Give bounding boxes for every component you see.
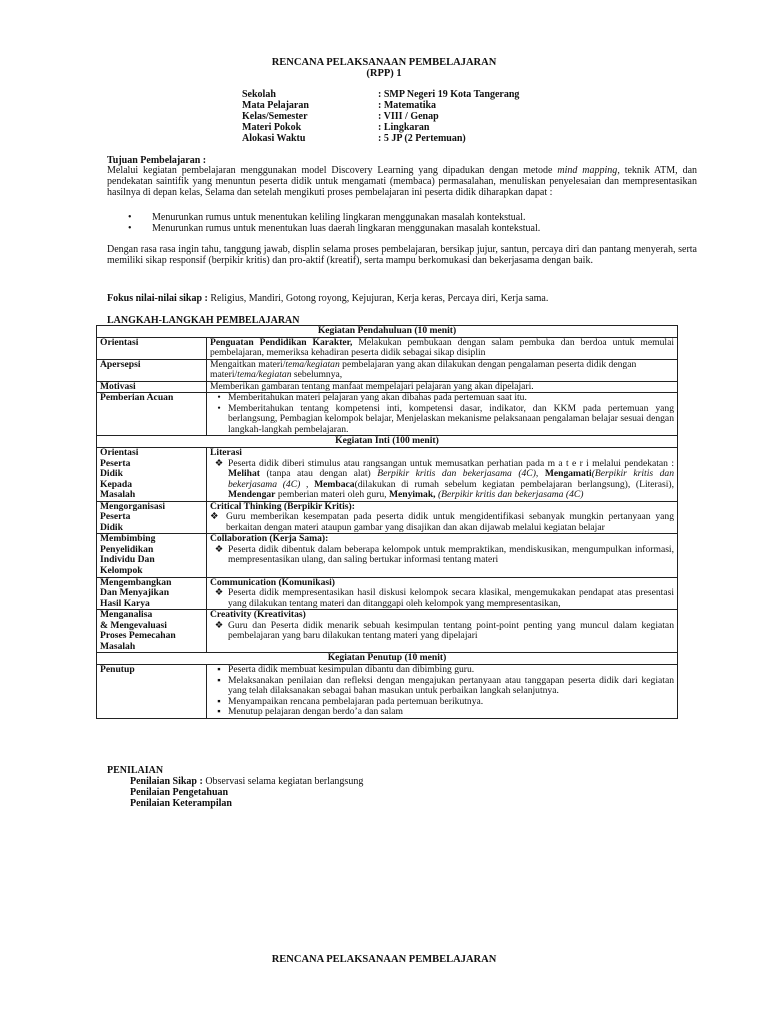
identity-row: Sekolah : SMP Negeri 19 Kota Tangerang [242, 89, 520, 100]
penilaian-heading: PENILAIAN [107, 765, 164, 776]
table-row: Motivasi Memberikan gambaran tentang manfaat mempelajari pelajaran yang akan dipelajari. [97, 381, 678, 393]
penilaian-block [107, 765, 363, 809]
document-title: RENCANA PELAKSANAAN PEMBELAJARAN [271, 57, 497, 68]
list-item: ▪ Menyampaikan rencana pembelajaran pada pertemuan berikutnya. [217, 695, 484, 707]
list-item: ▪ Menutup pelajaran dengan berdo’a dan salam [217, 706, 404, 718]
table-row: Penutup ▪ Peserta didik membuat kesimpulan dibantu dan dibimbing guru. ▪ Melaksanakan penilaian dan refleksi dengan mengajukan pertanyaan atau tanggapan peserta didik dari kegiatan yang telah dilaksanakan sebagai bahan masukan untuk perbaikan langkah selanjutnya. ▪ Menyampaikan rencana pembelajaran pada pertemuan berikutnya. ▪ Menutup pelajaran dengan berdo’a dan salam [97, 664, 678, 718]
tujuan-heading: Tujuan Pembelajaran : [107, 155, 207, 166]
identity-block [242, 89, 519, 144]
penilaian-keterampilan: Penilaian Keterampilan [130, 798, 232, 809]
tujuan-bullets [128, 212, 688, 234]
penilaian-sikap: Penilaian Sikap : Observasi selama kegiatan berlangsung [130, 776, 364, 787]
table-row: Membimbing Penyelidikan Individu Dan Kelompok Collaboration (Kerja Sama): ❖ Peserta didik dibentuk dalam beberapa kelompok untuk mempraktikan, mendiskusikan, mengumpulkan informasi, mempresentasikan ulang, dan saling bertukar informasi tentang materi [97, 534, 678, 577]
identity-row: Kelas/Semester : VIII / Genap [242, 111, 439, 122]
penilaian-pengetahuan: Penilaian Pengetahuan [130, 787, 229, 798]
table-row: Apersepsi Mengaitkan materi/tema/kegiatan pembelajaran yang akan dilakukan dengan pengalaman peserta didik dengan materi/tema/kegiatan sebelumnya, [97, 359, 678, 381]
document-subtitle: (RPP) 1 [366, 68, 402, 79]
section-header: Kegiatan Penutup (10 menit) [97, 653, 678, 665]
table-row: Mengorganisasi Peserta Didik Critical Thinking (Berpikir Kritis): ❖ Guru memberikan kesempatan pada peserta didik untuk mengidentifikasi sebanyak mungkin pertanyaan yang berkaitan dengan materi ataupun gambar yang disajikan dan akan dijawab melalui kegiatan belajar [97, 501, 678, 534]
langkah-table [96, 325, 678, 719]
list-item: • Menurunkan rumus untuk menentukan keliling lingkaran menggunakan masalah kontekstual. [128, 212, 526, 223]
list-item: • Menurunkan rumus untuk menentukan luas daerah lingkaran menggunakan masalah kontekstual. [128, 223, 541, 234]
list-item: • Memberitahukan materi pelajaran yang akan dibahas pada pertemuan saat itu. [217, 392, 527, 404]
tujuan-paragraph: Melalui kegiatan pembelajaran menggunakan model Discovery Learning yang dipadukan dengan metode mind mapping, teknik ATM, dan pendekatan saintifik yang menuntun peserta didik untuk mengamati (membaca) permasalahan, menuliskan penyelesaian dan mempresentasikan hasilnya di depan kelas, Selama dan setelah mengikuti proses pembelajaran ini peserta didik diharapkan dapat : [107, 165, 698, 199]
fokus-line: Fokus nilai-nilai sikap : Religius, Mandiri, Gotong royong, Kejujuran, Kerja keras, Percaya diri, Kerja sama. [107, 293, 549, 304]
table-row: Orientasi Peserta Didik Kepada Masalah Literasi ❖ Peserta didik diberi stimulus atau rangsangan untuk memusatkan perhatian pada m a t e r i melalui pendekatan : Melihat (tanpa atau dengan alat) Berpikir kritis dan bekerjasama (4C), Mengamati(Berpikir kritis dan bekerjasama (4C) , Membaca(dilakukan di rumah sebelum kegiatan pembelajaran berlangsung), (Literasi), Mendengar pemberian materi oleh guru, Menyimak, (Berpikir kritis dan bekerjasama (4C) [97, 448, 678, 502]
identity-row: Mata Pelajaran : Matematika [242, 100, 437, 111]
section-header: Kegiatan Inti (100 menit) [97, 436, 678, 448]
karakter-paragraph: Dengan rasa rasa ingin tahu, tanggung jawab, displin selama proses pembelajaran, bersikap jujur, santun, percaya diri dan pantang menyerah, serta memiliki sikap responsif (berpikir kritis) dan pro-aktif (kreatif), serta mampu berkomukasi dan bekerjasama dengan baik. [107, 244, 697, 267]
list-item: • Memberitahukan tentang kompetensi inti, kompetensi dasar, indikator, dan KKM pada pertemuan yang berlangsung, Pembagian kelompok belajar, Menjelaskan mekanisme pelaksanaan pengalaman belajar sesuai dengan langkah-langkah pembelajaran. [217, 402, 674, 435]
next-page-title: RENCANA PELAKSANAAN PEMBELAJARAN [271, 954, 497, 965]
table-row: Pemberian Acuan • Memberitahukan materi pelajaran yang akan dibahas pada pertemuan saat itu. • Memberitahukan tentang kompetensi inti, kompetensi dasar, indikator, dan KKM pada pertemuan yang berlangsung, Pembagian kelompok belajar, Menjelaskan mekanisme pelaksanaan pengalaman belajar sesuai dengan langkah-langkah pembelajaran. [97, 393, 678, 436]
langkah-heading: LANGKAH-LANGKAH PEMBELAJARAN [107, 315, 300, 326]
list-item: ▪ Melaksanakan penilaian dan refleksi dengan mengajukan pertanyaan atau tanggapan peserta didik dari kegiatan yang telah dilaksanakan sebagai bahan masukan untuk perbaikan langkah selanjutnya. [217, 674, 674, 697]
table-row: Menganalisa & Mengevaluasi Proses Pemecahan Masalah Creativity (Kreativitas) ❖ Guru dan Peserta didik menarik sebuah kesimpulan tentang point-point penting yang muncul dalam kegiatan pembelajaran yang baru dilakukan tentang materi yang dipelajari [97, 610, 678, 653]
identity-row: Materi Pokok : Lingkaran [242, 122, 430, 133]
section-header: Kegiatan Pendahuluan (10 menit) [97, 326, 678, 338]
list-item: ▪ Peserta didik membuat kesimpulan dibantu dan dibimbing guru. [217, 663, 475, 675]
table-row: Mengembangkan Dan Menyajikan Hasil Karya Communication (Komunikasi) ❖ Peserta didik mempresentasikan hasil diskusi kelompok secara klasikal, mengemukakan pendapat atas presentasi yang dilakukan tentang materi dan ditanggapi oleh kelompok yang mempresentasikan, [97, 577, 678, 610]
identity-row: Alokasi Waktu : 5 JP (2 Pertemuan) [242, 133, 466, 144]
table-row: Orientasi Penguatan Pendidikan Karakter, Melakukan pembukaan dengan salam pembuka dan berdoa untuk memulai pembelajaran, memeriksa kehadiran peserta didik sebagai sikap disiplin [97, 337, 678, 359]
